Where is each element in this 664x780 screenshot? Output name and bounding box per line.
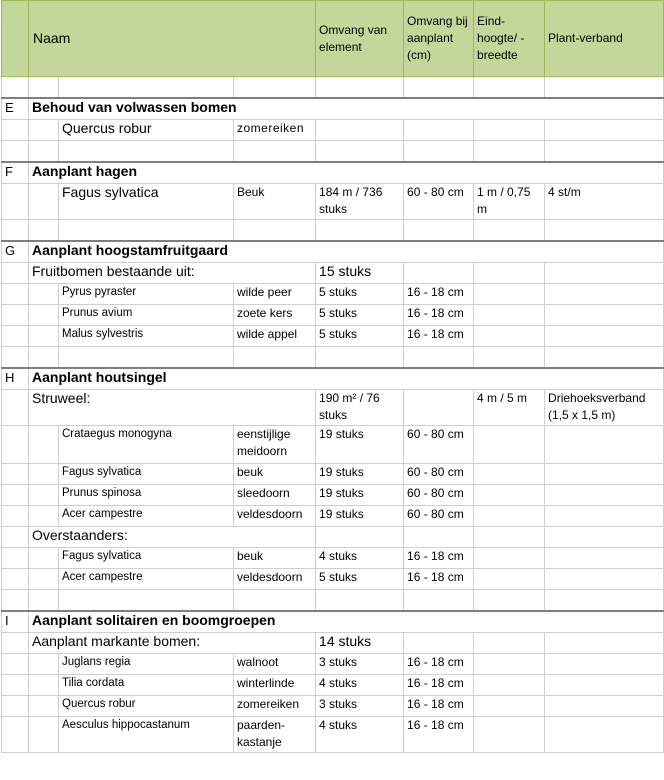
- group-total: 190 m² / 76 stuks: [316, 390, 404, 426]
- latin-name: Acer campestre: [59, 506, 234, 527]
- latin-name: Aesculus hippocastanum: [59, 717, 234, 753]
- latin-name: Acer campestre: [59, 569, 234, 590]
- dutch-name: beuk: [234, 548, 316, 569]
- table-row: [2, 506, 664, 527]
- dutch-name: paarden-kastanje: [234, 717, 316, 753]
- section-letter: E: [2, 98, 29, 120]
- omvang-element: 19 stuks: [316, 506, 404, 527]
- dutch-name: sleedoorn: [234, 485, 316, 506]
- section-title: Aanplant houtsingel: [29, 368, 664, 390]
- group-row: [2, 390, 664, 426]
- latin-name: Fagus sylvatica: [59, 548, 234, 569]
- section-row-h: [2, 368, 664, 390]
- table-row: [2, 464, 664, 485]
- latin-name: Juglans regia: [59, 654, 234, 675]
- section-letter: H: [2, 368, 29, 390]
- header-naam: Naam: [29, 1, 316, 77]
- latin-name: Quercus robur: [59, 696, 234, 717]
- dutch-name: eenstijlige meidoorn: [234, 426, 316, 464]
- omvang-element: 3 stuks: [316, 696, 404, 717]
- section-row-f: [2, 162, 664, 184]
- omvang-element: 184 m / 736 stuks: [316, 184, 404, 220]
- section-row-i: [2, 611, 664, 633]
- plantverband: Driehoeksverband (1,5 x 1,5 m): [545, 390, 664, 426]
- latin-name: Prunus spinosa: [59, 485, 234, 506]
- table-row: [2, 120, 664, 141]
- group-row: [2, 527, 664, 548]
- omvang-aanplant: 16 - 18 cm: [404, 284, 474, 305]
- omvang-aanplant: 16 - 18 cm: [404, 326, 474, 347]
- group-label: Struweel:: [29, 390, 316, 426]
- dutch-name: walnoot: [234, 654, 316, 675]
- omvang-aanplant: 60 - 80 cm: [404, 464, 474, 485]
- omvang-aanplant: 16 - 18 cm: [404, 696, 474, 717]
- omvang-aanplant: 16 - 18 cm: [404, 305, 474, 326]
- table-row: [2, 548, 664, 569]
- latin-name: Quercus robur: [59, 120, 234, 141]
- group-total: 14 stuks: [316, 633, 404, 654]
- omvang-element: 19 stuks: [316, 485, 404, 506]
- omvang-aanplant: 60 - 80 cm: [404, 184, 474, 220]
- omvang-aanplant: 60 - 80 cm: [404, 506, 474, 527]
- omvang-element: 3 stuks: [316, 654, 404, 675]
- omvang-aanplant: 60 - 80 cm: [404, 485, 474, 506]
- table-row: [2, 654, 664, 675]
- eindhoogte: 1 m / 0,75 m: [474, 184, 545, 220]
- header-letter-cell: [2, 1, 29, 77]
- plantverband: 4 st/m: [545, 184, 664, 220]
- omvang-element: 5 stuks: [316, 284, 404, 305]
- section-letter: I: [2, 611, 29, 633]
- omvang-element: 19 stuks: [316, 426, 404, 464]
- spacer-row: [2, 141, 664, 163]
- group-label: Aanplant markante bomen:: [29, 633, 316, 654]
- latin-name: Pyrus pyraster: [59, 284, 234, 305]
- group-row: [2, 633, 664, 654]
- section-row-e: [2, 98, 664, 120]
- omvang-aanplant: 16 - 18 cm: [404, 654, 474, 675]
- group-label: Fruitbomen bestaande uit:: [29, 263, 316, 284]
- dutch-name: zomereiken: [234, 696, 316, 717]
- dutch-name: winterlinde: [234, 675, 316, 696]
- section-title: Aanplant hagen: [29, 162, 664, 184]
- table-row: [2, 485, 664, 506]
- omvang-element: 4 stuks: [316, 675, 404, 696]
- table-row: [2, 284, 664, 305]
- omvang-aanplant: 16 - 18 cm: [404, 717, 474, 753]
- omvang-aanplant: 60 - 80 cm: [404, 426, 474, 464]
- table-row: [2, 326, 664, 347]
- section-title: Aanplant hoogstamfruitgaard: [29, 241, 664, 263]
- latin-name: Malus sylvestris: [59, 326, 234, 347]
- table-header-row: [2, 1, 664, 77]
- omvang-element: 5 stuks: [316, 305, 404, 326]
- section-title: Behoud van volwassen bomen: [29, 98, 664, 120]
- section-letter: G: [2, 241, 29, 263]
- section-row-g: [2, 241, 664, 263]
- header-omvang-aanplant: Omvang bij aanplant (cm): [404, 1, 474, 77]
- eindhoogte: 4 m / 5 m: [474, 390, 545, 426]
- omvang-element: 19 stuks: [316, 464, 404, 485]
- table-row: [2, 184, 664, 220]
- group-total: 15 stuks: [316, 263, 404, 284]
- planting-table: [1, 0, 664, 753]
- dutch-name: beuk: [234, 464, 316, 485]
- section-letter: F: [2, 162, 29, 184]
- latin-name: Prunus avium: [59, 305, 234, 326]
- group-label: Overstaanders:: [29, 527, 316, 548]
- latin-name: Fagus sylvatica: [59, 464, 234, 485]
- table-row: [2, 426, 664, 464]
- table-row: [2, 696, 664, 717]
- dutch-name: zomereiken: [234, 120, 316, 141]
- spacer-row: [2, 347, 664, 369]
- dutch-name: veldesdoorn: [234, 569, 316, 590]
- table-row: [2, 717, 664, 753]
- omvang-aanplant: 16 - 18 cm: [404, 675, 474, 696]
- dutch-name: zoete kers: [234, 305, 316, 326]
- latin-name: Fagus sylvatica: [59, 184, 234, 220]
- table-row: [2, 675, 664, 696]
- omvang-element: 5 stuks: [316, 569, 404, 590]
- table-row: [2, 569, 664, 590]
- omvang-aanplant: 16 - 18 cm: [404, 548, 474, 569]
- omvang-element: 4 stuks: [316, 717, 404, 753]
- section-title: Aanplant solitairen en boomgroepen: [29, 611, 664, 633]
- group-row: [2, 263, 664, 284]
- header-plantverband: Plant-verband: [545, 1, 664, 77]
- latin-name: Tilia cordata: [59, 675, 234, 696]
- dutch-name: Beuk: [234, 184, 316, 220]
- table-row: [2, 305, 664, 326]
- omvang-element: 4 stuks: [316, 548, 404, 569]
- header-eindhoogte: Eind-hoogte/ -breedte: [474, 1, 545, 77]
- header-omvang-element: Omvang van element: [316, 1, 404, 77]
- dutch-name: veldesdoorn: [234, 506, 316, 527]
- spacer-row: [2, 220, 664, 242]
- omvang-element: 5 stuks: [316, 326, 404, 347]
- latin-name: Crataegus monogyna: [59, 426, 234, 464]
- spacer-row: [2, 77, 664, 99]
- dutch-name: wilde appel: [234, 326, 316, 347]
- spacer-row: [2, 590, 664, 612]
- dutch-name: wilde peer: [234, 284, 316, 305]
- omvang-aanplant: 16 - 18 cm: [404, 569, 474, 590]
